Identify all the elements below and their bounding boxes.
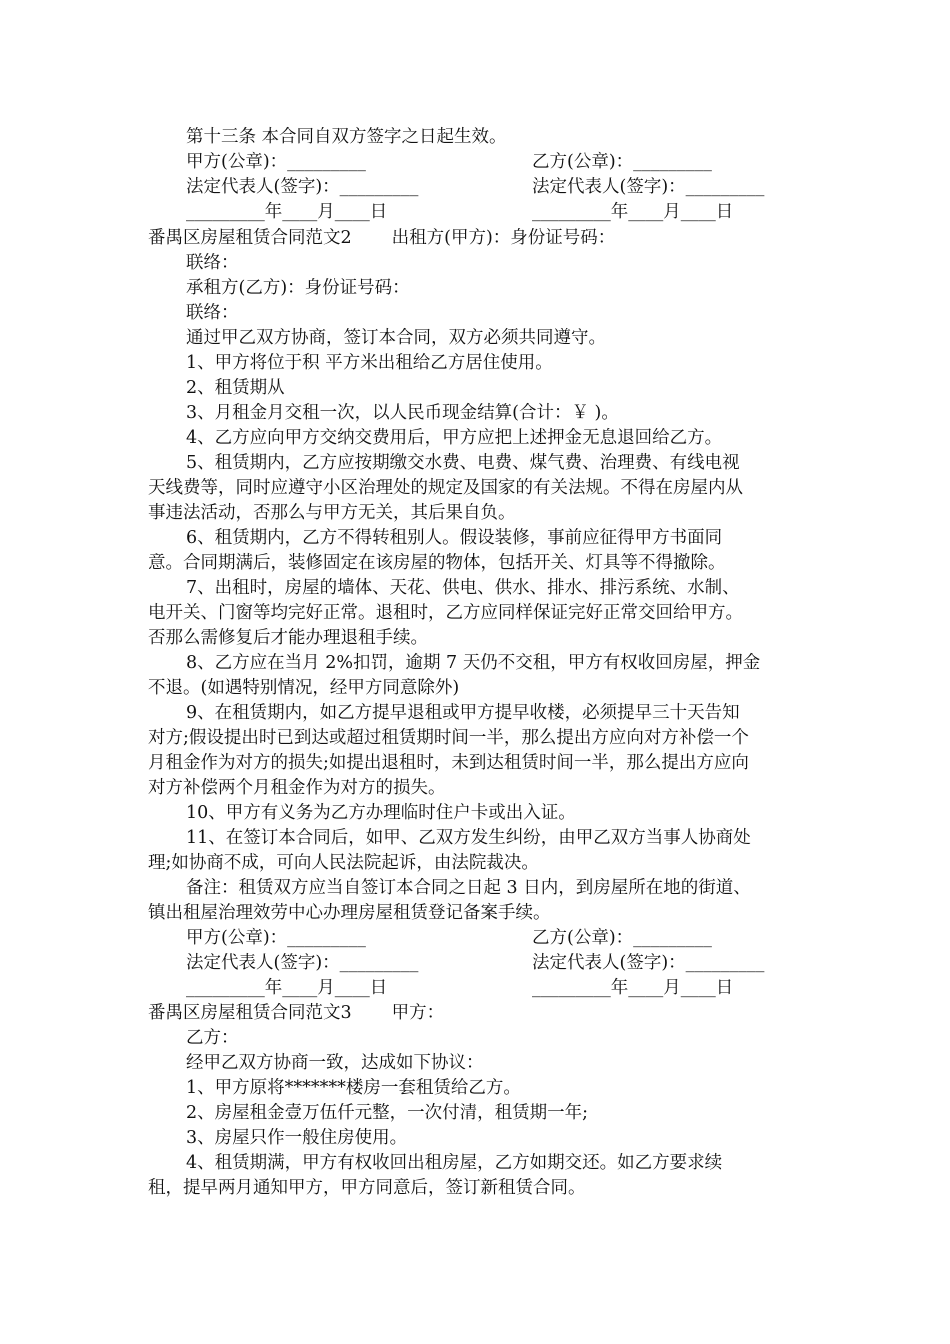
paragraph-line: 2、租赁期从 [186,378,285,398]
party-label: 出租方(甲方)：身份证号码： [391,228,616,248]
paragraph-line: 第十三条 本合同自双方签字之日起生效。 [186,127,507,147]
signature-right: _________年____月____日 [532,202,734,222]
continuation-line: 事违法活动，否那么与甲方无关，其后果自负。 [148,503,516,523]
paragraph-line: 1、甲方原将*******楼房一套租赁给乙方。 [186,1078,521,1098]
continuation-line: 租，提早两月通知甲方，甲方同意后，签订新租赁合同。 [148,1178,586,1198]
continuation-line: 电开关、门窗等均完好正常。退租时，乙方应同样保证完好正常交回给甲方。 [148,603,743,623]
signature-left: _________年____月____日 [186,202,388,222]
signature-right: 乙方(公章)：_________ [532,928,712,948]
signature-right: _________年____月____日 [532,978,734,998]
paragraph-line: 9、在租赁期内，如乙方提早退租或甲方提早收楼，必须提早三十天告知 [186,703,740,723]
paragraph-line: 备注：租赁双方应当自签订本合同之日起 3 日内，到房屋所在地的街道、 [186,878,751,898]
signature-left: 法定代表人(签字)：_________ [186,177,419,197]
paragraph-line: 乙方： [186,1028,239,1048]
paragraph-line: 1、甲方将位于积 平方米出租给乙方居住使用。 [186,353,553,373]
section-heading-row [148,1001,808,1026]
continuation-line: 否那么需修复后才能办理退租手续。 [148,628,428,648]
paragraph-line: 11、在签订本合同后，如甲、乙双方发生纠纷，由甲乙双方当事人协商处 [186,828,751,848]
signature-left: 甲方(公章)：_________ [186,928,366,948]
paragraph-line: 经甲乙双方协商一致，达成如下协议： [186,1053,484,1073]
signature-row [0,951,950,976]
party-label: 甲方： [391,1003,445,1023]
signature-row [0,150,950,175]
paragraph-line: 4、乙方应向甲方交纳交费用后，甲方应把上述押金无息退回给乙方。 [186,428,723,448]
paragraph-line: 联络： [186,303,239,323]
signature-row [0,926,950,951]
continuation-line: 意。合同期满后，装修固定在该房屋的物体，包括开关、灯具等不得撤除。 [148,553,726,573]
continuation-line: 镇出租屋治理效劳中心办理房屋租赁登记备案手续。 [148,903,551,923]
section-heading-row [148,226,808,251]
signature-left: 甲方(公章)：_________ [186,152,366,172]
signature-row [0,200,950,225]
paragraph-line: 通过甲乙双方协商，签订本合同，双方必须共同遵守。 [186,328,606,348]
paragraph-line: 联络： [186,253,239,273]
paragraph-line: 承租方(乙方)：身份证号码： [186,278,410,298]
paragraph-line: 7、出租时，房屋的墙体、天花、供电、供水、排水、排污系统、水制、 [186,578,740,598]
paragraph-line: 10、甲方有义务为乙方办理临时住户卡或出入证。 [186,803,576,823]
continuation-line: 对方;假设提出时已到达或超过租赁期时间一半，那么提出方应向对方补偿一个 [148,728,749,748]
continuation-line: 不退。(如遇特别情况，经甲方同意除外) [148,678,460,698]
paragraph-line: 3、房屋只作一般住房使用。 [186,1128,408,1148]
paragraph-line: 6、租赁期内，乙方不得转租别人。假设装修，事前应征得甲方书面同 [186,528,723,548]
paragraph-line: 2、房屋租金壹万伍仟元整，一次付清，租赁期一年; [186,1103,589,1123]
paragraph-line: 3、月租金月交租一次，以人民币现金结算(合计：￥ )。 [186,403,619,423]
signature-row [0,976,950,1001]
signature-right: 乙方(公章)：_________ [532,152,712,172]
signature-right: 法定代表人(签字)：_________ [532,953,765,973]
section-title: 番禺区房屋租赁合同范文3 [148,1003,352,1023]
continuation-line: 对方补偿两个月租金作为对方的损失。 [148,778,446,798]
paragraph-line: 5、租赁期内，乙方应按期缴交水费、电费、煤气费、治理费、有线电视 [186,453,740,473]
paragraph-line: 4、租赁期满，甲方有权收回出租房屋，乙方如期交还。如乙方要求续 [186,1153,723,1173]
signature-left: 法定代表人(签字)：_________ [186,953,419,973]
paragraph-line: 8、乙方应在当月 2%扣罚，逾期 7 天仍不交租，甲方有权收回房屋，押金 [186,653,761,673]
signature-row [0,175,950,200]
section-title: 番禺区房屋租赁合同范文2 [148,228,352,248]
signature-left: _________年____月____日 [186,978,388,998]
continuation-line: 天线费等，同时应遵守小区治理处的规定及国家的有关法规。不得在房屋内从 [148,478,743,498]
signature-right: 法定代表人(签字)：_________ [532,177,765,197]
continuation-line: 理;如协商不成，可向人民法院起诉，由法院裁决。 [148,853,539,873]
continuation-line: 月租金作为对方的损失;如提出退租时，未到达租赁时间一半，那么提出方应向 [148,753,749,773]
